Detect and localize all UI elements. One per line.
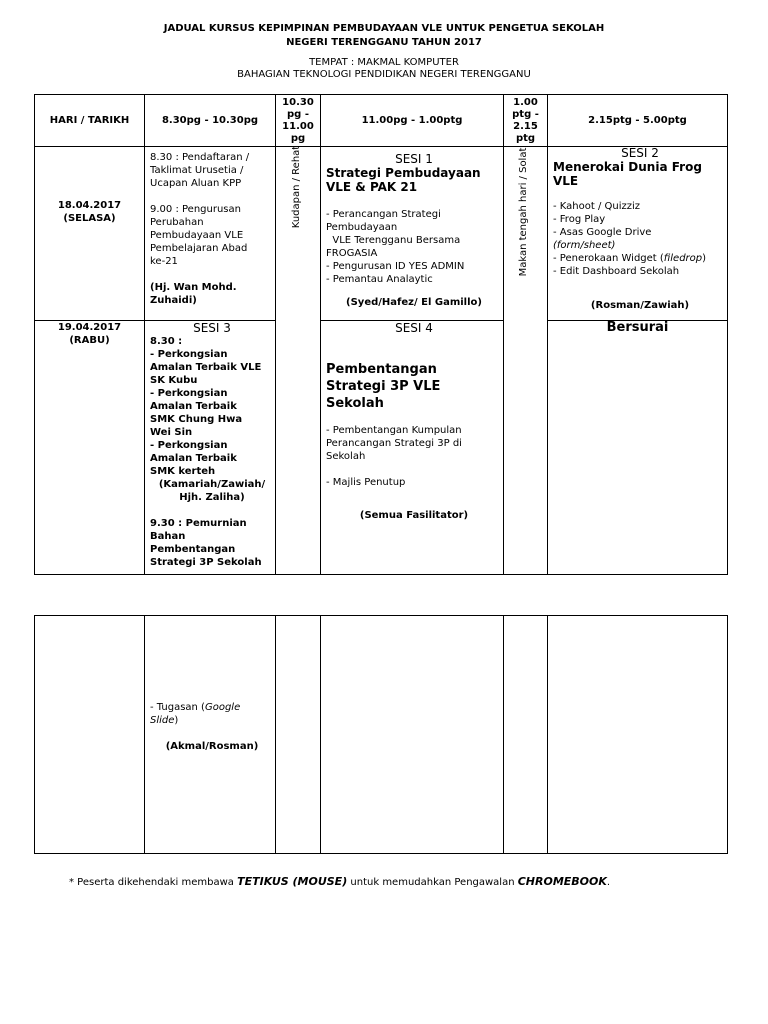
closing-label: Bersurai xyxy=(606,320,669,335)
table-border xyxy=(503,94,504,575)
schedule-text-part: ) xyxy=(174,715,179,726)
table-border xyxy=(320,94,321,575)
schedule-text: - Edit Dashboard Sekolah xyxy=(553,266,680,277)
day2-date-cell xyxy=(35,321,144,347)
header-slot3 xyxy=(548,95,727,146)
header-break1-line: 10.30 xyxy=(282,96,314,108)
schedule-text: - Perkongsian xyxy=(150,440,228,451)
schedule-text: Ucapan Aluan KPP xyxy=(150,178,242,189)
session-label: SESI 2 xyxy=(621,146,659,160)
break2-vertical-label: Makan tengah hari / Solat xyxy=(518,147,529,277)
table-border xyxy=(144,94,145,575)
schedule-text-part: Slide xyxy=(150,715,175,726)
schedule-text: - Perkongsian xyxy=(150,388,228,399)
facilitator-name: (Syed/Hafez/ El Gamillo) xyxy=(346,297,482,308)
schedule-text: - Pemantau Analaytic xyxy=(326,274,433,285)
session-title: Strategi Pembudayaan xyxy=(326,166,481,180)
day1-date: 18.04.2017 xyxy=(57,200,122,211)
schedule-text: Amalan Terbaik xyxy=(150,453,237,464)
facilitator-name: (Akmal/Rosman) xyxy=(165,741,259,752)
schedule-text: - Pengurusan ID YES ADMIN xyxy=(326,261,465,272)
table-border xyxy=(34,574,728,575)
header-break2-line: ptg xyxy=(515,132,536,144)
footnote xyxy=(69,875,610,888)
schedule-text: - Majlis Penutup xyxy=(326,477,406,488)
schedule-text: - Perkongsian xyxy=(150,349,228,360)
schedule-text: SK Kubu xyxy=(150,375,198,386)
day2-slot2-cell xyxy=(326,321,502,522)
day2-slot3-cell xyxy=(548,321,727,335)
footnote-text: * Peserta dikehendaki membawa xyxy=(69,877,238,888)
document-title-line2: NEGERI TERENGGANU TAHUN 2017 xyxy=(286,37,482,48)
facilitator-name: (Kamariah/Zawiah/ xyxy=(158,479,266,490)
table-border xyxy=(34,615,728,616)
schedule-text: 9.30 : Pemurnian xyxy=(150,518,247,529)
table-border xyxy=(503,615,504,854)
schedule-text: Pembudayaan VLE xyxy=(150,230,244,241)
header-break2-line: ptg - xyxy=(512,108,539,120)
schedule-text: Pembelajaran Abad xyxy=(150,243,248,254)
table-border xyxy=(727,94,728,575)
header-day-label: HARI / TARIKH xyxy=(49,114,130,126)
header-break1-line: pg xyxy=(290,132,306,144)
venue-line2: BAHAGIAN TEKNOLOGI PENDIDIKAN NEGERI TERENGGANU xyxy=(237,69,531,80)
schedule-text: Perancangan Strategi 3P di xyxy=(326,438,462,449)
table-border xyxy=(34,615,35,854)
day1-slot3-cell xyxy=(553,146,727,312)
session-label: SESI 3 xyxy=(193,321,231,335)
schedule-text: Strategi 3P Sekolah xyxy=(150,557,262,568)
schedule-text: ke-21 xyxy=(150,256,178,267)
schedule-text-part: - Penerokaan Widget ( xyxy=(553,253,664,264)
schedule-text: - Kahoot / Quizziz xyxy=(553,201,641,212)
schedule-text xyxy=(150,714,274,727)
header-slot2 xyxy=(321,95,503,146)
day2-date: 19.04.2017 xyxy=(57,322,122,333)
table-border xyxy=(144,615,145,854)
footnote-emphasis: CHROMEBOOK xyxy=(517,875,607,888)
schedule-text: SMK kerteh xyxy=(150,466,216,477)
footnote-text: untuk memudahkan Pengawalan xyxy=(347,877,518,888)
continuation-slot1-cell xyxy=(150,701,274,753)
venue-line1: TEMPAT : MAKMAL KOMPUTER xyxy=(309,57,459,68)
header-slot3-label: 2.15ptg - 5.00ptg xyxy=(588,114,687,126)
session-label: SESI 1 xyxy=(395,152,433,166)
table-border xyxy=(275,615,276,854)
day1-date-cell xyxy=(35,199,144,225)
schedule-text-part: filedrop xyxy=(663,253,703,264)
schedule-text-part: ) xyxy=(702,253,707,264)
session-label: SESI 4 xyxy=(395,321,433,335)
schedule-text-part: - Tugasan ( xyxy=(150,702,205,713)
schedule-text: Amalan Terbaik xyxy=(150,401,237,412)
session-title: VLE & PAK 21 xyxy=(326,180,418,194)
schedule-text: Pembudayaan xyxy=(326,222,398,233)
header-slot1 xyxy=(145,95,275,146)
schedule-text: Bahan xyxy=(150,531,186,542)
facilitator-name: (Hj. Wan Mohd. xyxy=(150,282,237,293)
schedule-text: Amalan Terbaik VLE xyxy=(150,362,262,373)
header-break1-line: pg - xyxy=(287,108,309,120)
table-border xyxy=(34,853,728,854)
table-border xyxy=(727,615,728,854)
day1-weekday: (SELASA) xyxy=(63,213,116,224)
facilitator-name: Zuhaidi) xyxy=(150,295,197,306)
schedule-text: FROGASIA xyxy=(326,248,378,259)
session-title: Sekolah xyxy=(326,396,384,411)
schedule-text xyxy=(553,252,727,265)
schedule-text: - Perancangan Strategi xyxy=(326,209,441,220)
schedule-text: - Frog Play xyxy=(553,214,606,225)
schedule-text: - Pembentangan Kumpulan xyxy=(326,425,462,436)
header-break2-line: 2.15 xyxy=(513,120,538,132)
session-title: Strategi 3P VLE xyxy=(326,379,441,394)
schedule-text-part: Google xyxy=(204,702,241,713)
header-day xyxy=(35,95,144,146)
schedule-text: Perubahan xyxy=(150,217,204,228)
schedule-text: 8.30 : xyxy=(150,336,183,347)
schedule-text: - Asas Google Drive xyxy=(553,227,652,238)
schedule-text: 9.00 : Pengurusan xyxy=(150,204,241,215)
facilitator-name: Hjh. Zaliha) xyxy=(179,492,245,503)
session-title: Pembentangan xyxy=(326,362,437,377)
session-title: Menerokai Dunia Frog xyxy=(553,160,702,174)
schedule-text: Taklimat Urusetia / xyxy=(150,165,244,176)
session-title: VLE xyxy=(553,174,579,188)
schedule-text: Pembentangan xyxy=(150,544,236,555)
table-border xyxy=(275,94,276,575)
facilitator-name: (Semua Fasilitator) xyxy=(359,510,469,521)
table-border xyxy=(320,615,321,854)
schedule-text: Sekolah xyxy=(326,451,366,462)
schedule-text: SMK Chung Hwa xyxy=(150,414,243,425)
schedule-text xyxy=(150,701,274,714)
header-break1-line: 11.00 xyxy=(282,120,314,132)
day2-weekday: (RABU) xyxy=(69,335,110,346)
header-slot1-label: 8.30pg - 10.30pg xyxy=(161,114,259,126)
document-title-line1: JADUAL KURSUS KEPIMPINAN PEMBUDAYAAN VLE UNTUK PENGETUA SEKOLAH xyxy=(163,23,605,34)
header-break2 xyxy=(504,95,547,146)
break1-vertical-label: Kudapan / Rehat xyxy=(291,145,302,229)
day1-slot2-cell xyxy=(326,152,502,309)
header-break2-line: 1.00 xyxy=(513,96,538,108)
schedule-text: VLE Terengganu Bersama xyxy=(326,235,461,246)
footnote-text: . xyxy=(606,877,611,888)
day1-slot1-cell xyxy=(150,151,274,307)
day2-slot1-cell xyxy=(150,321,274,569)
header-slot2-label: 11.00pg - 1.00ptg xyxy=(361,114,463,126)
footnote-emphasis: TETIKUS (MOUSE) xyxy=(237,875,348,888)
table-border xyxy=(547,615,548,854)
schedule-text: 8.30 : Pendaftaran / xyxy=(150,152,250,163)
schedule-text: Wei Sin xyxy=(150,427,193,438)
schedule-text: (form/sheet) xyxy=(553,240,616,251)
facilitator-name: (Rosman/Zawiah) xyxy=(590,300,690,311)
